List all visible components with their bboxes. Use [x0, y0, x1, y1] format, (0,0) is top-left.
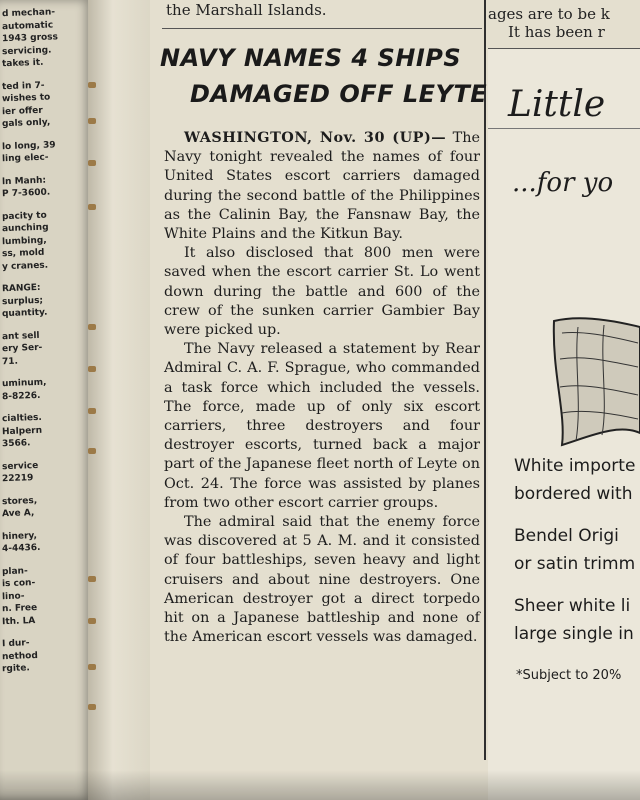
binding-stitch: [88, 618, 96, 624]
binding-stitch: [88, 704, 96, 710]
ad-footnote: *Subject to 20%: [516, 668, 622, 683]
advertisement: [488, 48, 640, 800]
classified-ad-fragment: ted in 7-: [1, 80, 45, 92]
binding-stitch: [88, 576, 96, 582]
right-col-fragment-1: ages are to be k: [488, 6, 610, 23]
classified-ad-fragment: aunching: [1, 222, 49, 235]
classified-ad-fragment: d mechan-: [1, 7, 56, 20]
classified-ad-fragment: 8-8226.: [1, 390, 41, 402]
classified-ad-fragment: lino-: [1, 590, 25, 602]
paragraph-1-text: The Navy tonight revealed the names of four United States escort carriers damaged during the second battle of the Philippines as the Calinin Bay, the Fansnaw Bay, the White Plains and the Kitkun Bay.: [164, 130, 480, 243]
classified-ad-fragment: plan-: [1, 565, 28, 577]
classified-ad-fragment: 3566.: [1, 438, 31, 450]
binding-stitch: [88, 118, 96, 124]
classified-ad-fragment: ant sell: [1, 330, 40, 342]
article-body: [164, 128, 480, 647]
classified-ad-fragment: servicing.: [1, 44, 52, 57]
binding-stitch: [88, 82, 96, 88]
classified-ad-fragment: ss, mold: [1, 247, 45, 260]
classified-ad-fragment: quantity.: [1, 307, 48, 320]
scarf-illustration: [548, 313, 640, 453]
classified-ad-fragment: pacity to: [1, 210, 47, 222]
classified-ad-fragment: 71.: [1, 356, 19, 367]
article-paragraph-2: It also disclosed that 800 men were saved when the escort carrier St. Lo went down during the battle and 600 of the crew of the sunken carrier Gambier Bay were picked up.: [164, 245, 480, 339]
classified-ad-fragment: ier offer: [1, 105, 43, 117]
ad-rule: [488, 128, 640, 129]
classified-ad-fragment: cialties.: [1, 412, 43, 425]
page-bottom-shadow: [0, 770, 640, 800]
classified-ad-fragment: takes it.: [1, 57, 44, 70]
headline-line-1: NAVY NAMES 4 SHIPS: [160, 44, 462, 72]
classified-ad-fragment: ery Ser-: [1, 342, 43, 355]
classified-ad-fragment: automatic: [1, 19, 54, 32]
column-top-rule: [162, 28, 482, 29]
classified-ad-fragment: service: [1, 460, 39, 472]
classified-ad-fragment: Ave A,: [1, 508, 35, 520]
ad-line-1: White importe: [514, 456, 636, 476]
headline-line-2: DAMAGED OFF LEYTE: [190, 80, 488, 108]
classified-ad-fragment: P 7-3600.: [1, 187, 51, 200]
ad-line-2: bordered with: [514, 484, 633, 504]
classified-ad-fragment: Ith. LA: [1, 615, 36, 627]
classified-ad-fragment: surplus;: [1, 295, 44, 307]
ad-top-rule: [488, 48, 640, 49]
binding-stitch: [88, 204, 96, 210]
classified-ad-fragment: gals only,: [1, 117, 51, 130]
classified-ad-fragment: stores,: [1, 495, 38, 507]
classified-ad-fragment: ling elec-: [1, 152, 49, 165]
classified-ad-fragment: lumbing,: [1, 235, 47, 247]
classified-ad-fragment: is con-: [1, 578, 36, 590]
classified-ad-fragment: y cranes.: [1, 260, 49, 272]
ad-subtitle: ...for yo: [512, 168, 614, 198]
classified-ad-fragment: Halpern: [1, 425, 43, 437]
binding-stitch: [88, 664, 96, 670]
classified-ad-fragment: 22219: [1, 473, 34, 485]
classified-ad-fragment: ln Manh:: [1, 175, 47, 187]
classified-ad-fragment: RANGE:: [1, 282, 41, 295]
binding-stitch: [88, 448, 96, 454]
classified-ad-fragment: lo long, 39: [1, 139, 56, 152]
dateline: WASHINGTON, Nov. 30 (UP)—: [184, 129, 447, 146]
binding-stitch: [88, 160, 96, 166]
right-col-fragment-2: It has been r: [508, 24, 605, 41]
ad-line-4: or satin trimm: [514, 554, 636, 574]
classified-ad-fragment: 1943 gross: [1, 32, 59, 45]
article-paragraph-4: The admiral said that the enemy force was discovered at 5 A. M. and it consisted of four battleships, seven heavy and light cruisers and about nine destroyers. One American destroyer got a direct torpedo hit on a Japanese battleship and none of the American escort vessels was damaged.: [164, 514, 480, 646]
classified-ad-fragment: 4-4436.: [1, 542, 41, 555]
prev-article-fragment: the Marshall Islands.: [166, 2, 327, 19]
article-paragraph-1: [164, 128, 480, 244]
binding-stitch: [88, 408, 96, 414]
book-gutter: [88, 0, 150, 800]
article-paragraph-3: The Navy released a statement by Rear Admiral C. A. F. Sprague, who commanded a task force which included the vessels. The force, made up of only six escort carriers, three destroyers and four destroyer escorts, turned back a major part of the Japanese fleet north of Leyte on Oct. 24. The force was assisted by planes from two other escort carrier groups.: [164, 341, 480, 511]
ad-line-3: Bendel Origi: [514, 526, 619, 546]
classified-ad-fragment: I dur-: [1, 638, 30, 650]
left-facing-page: [0, 0, 92, 800]
classified-ad-fragment: n. Free: [1, 602, 38, 615]
classified-ad-fragment: wishes to: [1, 92, 51, 105]
classified-ad-fragment: uminum,: [1, 377, 47, 390]
classified-ad-fragment: nethod: [1, 650, 39, 662]
ad-line-5: Sheer white li: [514, 596, 631, 616]
classified-ad-fragment: hinery,: [1, 530, 38, 542]
binding-stitch: [88, 366, 96, 372]
classified-ad-fragment: rgite.: [1, 663, 30, 675]
ad-line-6: large single in: [514, 624, 634, 644]
ad-script-title: Little: [508, 84, 606, 125]
binding-stitch: [88, 324, 96, 330]
column-divider: [484, 0, 486, 760]
